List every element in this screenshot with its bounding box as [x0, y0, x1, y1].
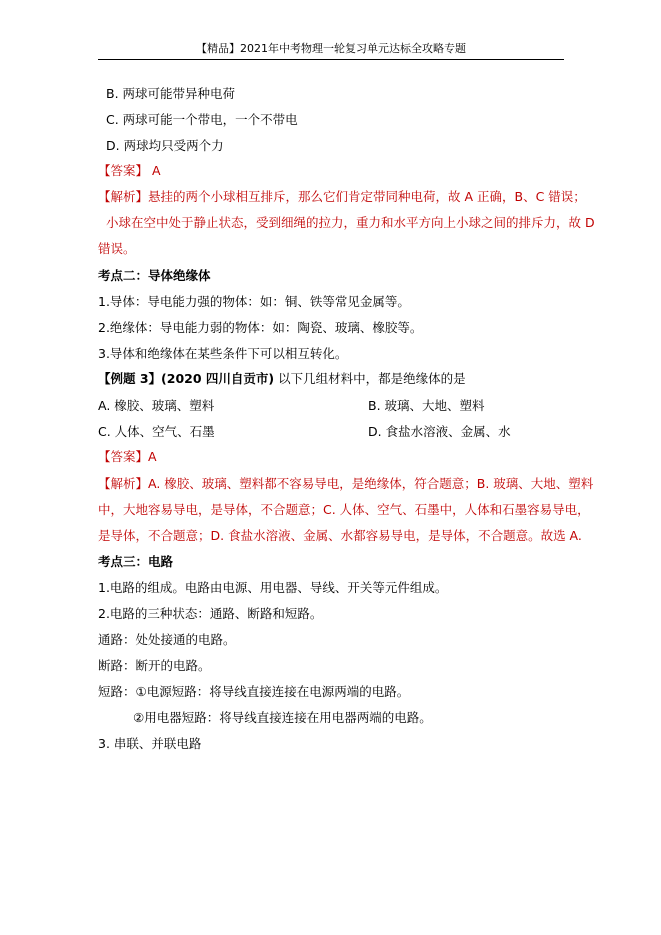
example3-option-a: A. 橡胶、玻璃、塑料	[98, 398, 215, 413]
q1-option-b: B. 两球可能带异种电荷	[106, 86, 236, 101]
section3-paragraph-3: 通路：处处接通的电路。	[98, 632, 236, 647]
example3-analysis-line-2: 中，大地容易导电，是导体，不合题意；C. 人体、空气、石墨中，人体和石墨容易导电，	[98, 502, 590, 517]
section3-paragraph-2: 2.电路的三种状态：通路、断路和短路。	[98, 606, 323, 621]
section3-paragraph-7: 3. 串联、并联电路	[98, 736, 202, 751]
section2-paragraph-1: 1.导体：导电能力强的物体：如：铜、铁等常见金属等。	[98, 294, 410, 309]
example3-options-row-2	[98, 424, 568, 440]
example3-answer: 【答案】A	[98, 449, 157, 464]
section3-paragraph-1: 1.电路的组成。电路由电源、用电器、导线、开关等元件组成。	[98, 580, 448, 595]
example3-analysis-line-1: 【解析】A. 橡胶、玻璃、塑料都不容易导电，是绝缘体，符合题意；B. 玻璃、大地、塑料	[98, 476, 594, 491]
section3-paragraph-6: ②用电器短路：将导线直接连接在用电器两端的电路。	[133, 710, 432, 725]
q1-answer: 【答案】 A	[98, 163, 161, 178]
example3-options-row-1	[98, 398, 568, 414]
q1-analysis-line-3: 错误。	[98, 241, 136, 256]
example3-heading	[98, 371, 568, 387]
example3-question: 以下几组材料中，都是绝缘体的是	[278, 371, 466, 386]
example3-analysis-line-3: 是导体，不合题意；D. 食盐水溶液、金属、水都容易导电，是导体，不合题意。故选 A.	[98, 528, 582, 543]
example3-title: 【例题 3】(2020 四川自贡市)	[98, 371, 275, 386]
example3-option-c: C. 人体、空气、石墨	[98, 424, 215, 439]
section3-paragraph-4: 断路：断开的电路。	[98, 658, 211, 673]
section3-paragraph-5: 短路：①电源短路：将导线直接连接在电源两端的电路。	[98, 684, 410, 699]
q1-analysis-line-1: 【解析】悬挂的两个小球相互排斥，那么它们肯定带同种电荷，故 A 正确，B、C 错误；	[98, 189, 586, 204]
section2-paragraph-3: 3.导体和绝缘体在某些条件下可以相互转化。	[98, 346, 348, 361]
example3-option-b: B. 玻璃、大地、塑料	[368, 398, 485, 413]
page-header: 【精品】2021年中考物理一轮复习单元达标全攻略专题	[98, 42, 564, 60]
section3-title: 考点三：电路	[98, 554, 174, 569]
section2-title: 考点二：导体绝缘体	[98, 268, 211, 283]
section2-paragraph-2: 2.绝缘体：导电能力弱的物体：如：陶瓷、玻璃、橡胶等。	[98, 320, 423, 335]
q1-option-c: C. 两球可能一个带电，一个不带电	[106, 112, 298, 127]
q1-analysis-line-2: 小球在空中处于静止状态，受到细绳的拉力，重力和水平方向上小球之间的排斥力，故 D	[106, 215, 595, 230]
example3-option-d: D. 食盐水溶液、金属、水	[368, 424, 511, 439]
q1-option-d: D. 两球均只受两个力	[106, 138, 224, 153]
